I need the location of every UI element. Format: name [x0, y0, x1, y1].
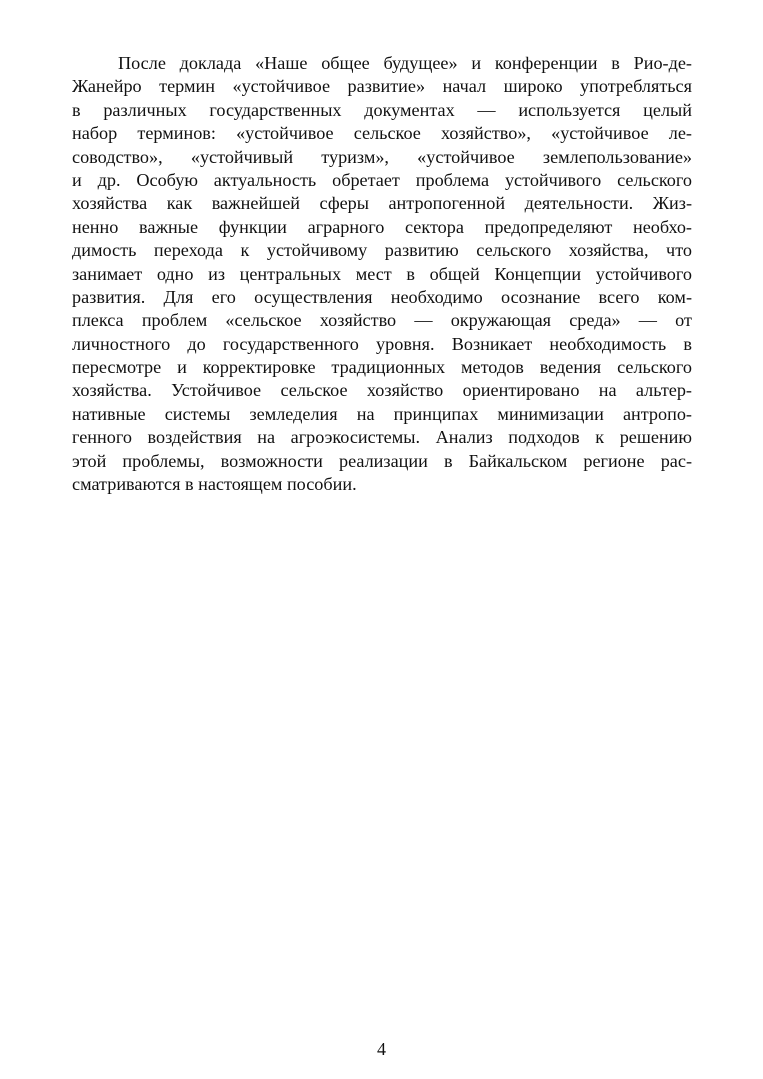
paragraph-line: и др. Особую актуальность обретает проблема устойчивого сельского: [72, 169, 692, 190]
paragraph-line: хозяйства. Устойчивое сельское хозяйство ориентировано на альтер-: [72, 380, 692, 401]
paragraph-line: личностного до государственного уровня. Возникает необходимость в: [72, 333, 692, 354]
paragraph-line: занимает одно из центральных мест в общей Концепции устойчивого: [72, 263, 692, 284]
paragraph-line: этой проблемы, возможности реализации в Байкальском регионе рас-: [72, 450, 692, 471]
paragraph-line: Жанейро термин «устойчивое развитие» начал широко употребляться: [72, 76, 692, 97]
paragraph-line: развития. Для его осуществления необходимо осознание всего ком-: [72, 286, 692, 307]
paragraph-line: плекса проблем «сельское хозяйство — окружающая среда» — от: [72, 310, 692, 331]
paragraph-line: пересмотре и корректировке традиционных методов ведения сельского: [72, 357, 692, 378]
paragraph-line: ненно важные функции аграрного сектора предопределяют необхо-: [72, 216, 692, 237]
paragraph-line: в различных государственных документах — используется целый: [72, 99, 692, 120]
paragraph-line: После доклада «Наше общее будущее» и конференции в Рио-де-: [118, 53, 692, 73]
paragraph-line: хозяйства как важнейшей сферы антропогенной деятельности. Жиз-: [72, 193, 692, 214]
paragraph-line: сматриваются в настоящем пособии.: [72, 474, 357, 495]
body-paragraph: [72, 52, 692, 496]
paragraph-line: нативные системы земледелия на принципах минимизации антропо-: [72, 403, 692, 424]
paragraph-line: соводство», «устойчивый туризм», «устойчивое землепользование»: [72, 146, 692, 167]
page-number: 4: [377, 1039, 386, 1059]
paragraph-line: набор терминов: «устойчивое сельское хозяйство», «устойчивое ле-: [72, 123, 692, 144]
paragraph-line: генного воздействия на агроэкосистемы. Анализ подходов к решению: [72, 427, 692, 448]
paragraph-line: димость перехода к устойчивому развитию сельского хозяйства, что: [72, 240, 692, 261]
